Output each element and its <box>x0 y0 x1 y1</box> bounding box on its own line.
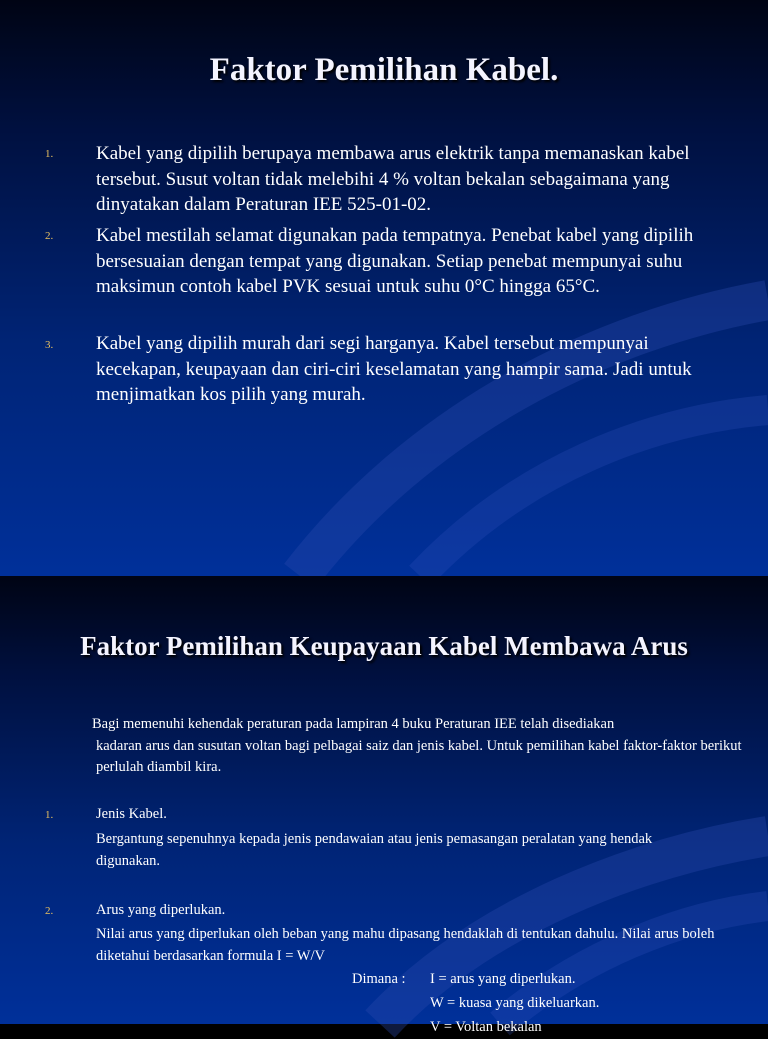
list-item-heading: Jenis Kabel. <box>96 806 167 822</box>
list-item-text: Kabel yang dipilih berupaya membawa arus elektrik tanpa memanaskan kabel tersebut. Susut voltan tidak melebihi 4 % voltan bekalan sebagaimana yang dinyatakan dalam Peraturan IEE 525-01-02. <box>96 143 690 215</box>
where-line: I = arus yang diperlukan. <box>430 971 576 987</box>
list-number: 2. <box>45 905 54 917</box>
where-line: V = Voltan bekalan <box>430 1019 542 1035</box>
slide-title: Faktor Pemilihan Kabel. <box>209 52 559 88</box>
list-number: 3. <box>45 339 54 351</box>
where-label: Dimana : <box>352 971 406 987</box>
list-item-body: Nilai arus yang diperlukan oleh beban yang mahu dipasang hendaklah di tentukan dahulu. Nilai arus boleh diketahui berdasarkan formula I = W/V <box>96 926 715 964</box>
intro-paragraph <box>92 714 742 779</box>
list-number: 1. <box>45 809 54 821</box>
list-number: 2. <box>45 230 54 242</box>
where-line: W = kuasa yang dikeluarkan. <box>430 995 600 1011</box>
intro-line-1: Bagi memenuhi kehendak peraturan pada lampiran 4 buku Peraturan IEE telah disediakan <box>92 716 615 732</box>
slide-title: Faktor Pemilihan Keupayaan Kabel Membawa Arus <box>80 631 688 661</box>
slide-2 <box>0 576 768 1035</box>
list-item-heading: Arus yang diperlukan. <box>96 902 226 918</box>
list-item-text: Kabel mestilah selamat digunakan pada tempatnya. Penebat kabel yang dipilih bersesuaian dengan tempat yang digunakan. Setiap penebat mempunyai suhu maksimun contoh kabel PVK sesuai untuk suhu 0°C hingga 65°C. <box>96 225 694 297</box>
intro-rest: kadaran arus dan susutan voltan bagi pelbagai saiz dan jenis kabel. Untuk pemilihan kabel faktor-faktor berikut perlulah diambil kira. <box>96 737 742 775</box>
list-item-body: Bergantung sepenuhnya kepada jenis pendawaian atau jenis pemasangan peralatan yang hendak digunakan. <box>96 831 653 869</box>
list-number: 1. <box>45 148 54 160</box>
list-item-text: Kabel yang dipilih murah dari segi harganya. Kabel tersebut mempunyai kecekapan, keupayaan dan ciri-ciri keselamatan yang hampir sama. Jadi untuk menjimatkan kos pilih yang murah. <box>96 333 692 405</box>
